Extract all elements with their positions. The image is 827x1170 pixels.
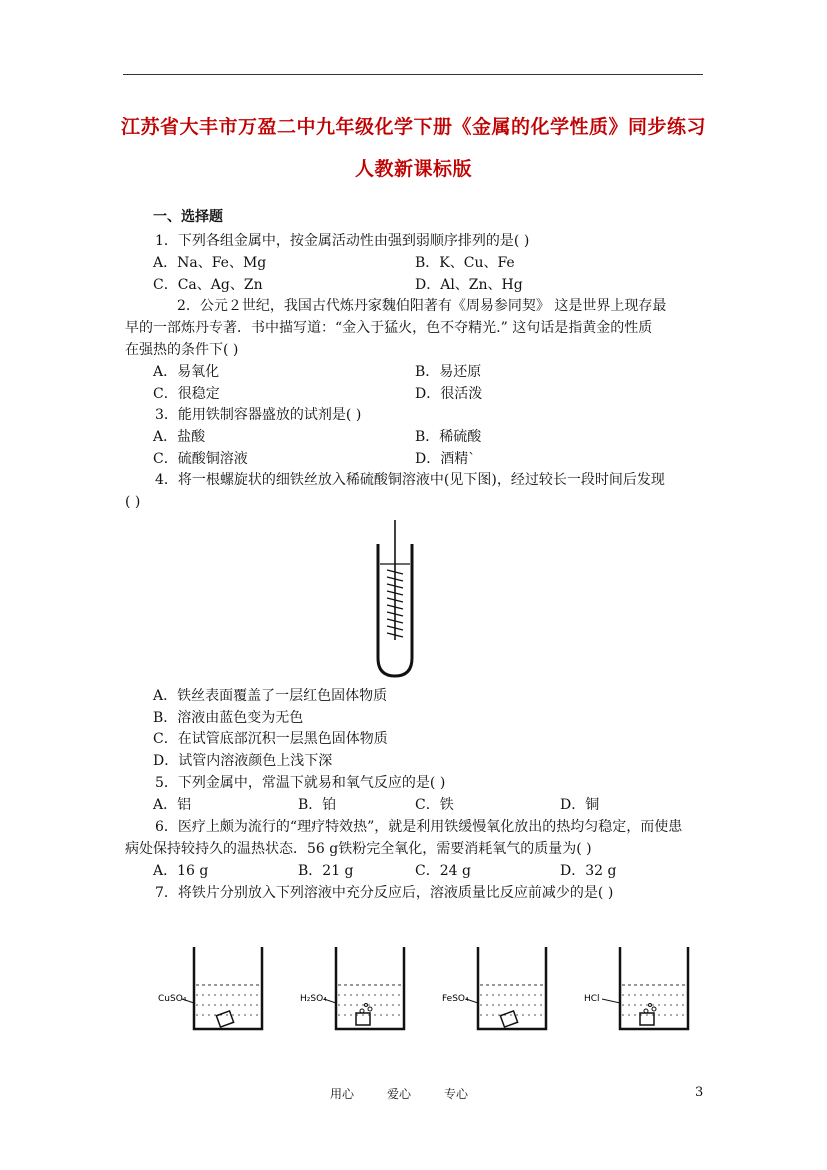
q3-option-a: A．盐酸	[153, 429, 206, 445]
document-title: 江苏省大丰市万盈二中九年级化学下册《金属的化学性质》同步练习	[120, 116, 706, 138]
q4-option-a: A．铁丝表面覆盖了一层红色固体物质	[153, 688, 388, 704]
header-rule	[123, 74, 703, 75]
q6-line1: 6．医疗上颇为流行的“理疗特效热”，就是利用铁缓慢氧化放出的热均匀稳定，而使患	[155, 819, 683, 835]
beaker-label-4: HCl	[584, 994, 600, 1004]
q2-line2: 早的一部炼丹专著．书中描写道：“金入于猛火，色不夺精光.” 这句话是指黄金的性质	[125, 320, 653, 336]
beaker-figure-2	[300, 945, 410, 1035]
q2-option-b: B．易还原	[415, 364, 482, 380]
q6-option-d: D．32 g	[560, 863, 617, 879]
q1-stem: 1．下列各组金属中，按金属活动性由强到弱顺序排列的是( )	[155, 233, 530, 249]
q5-option-b: B．铂	[298, 797, 337, 813]
q3-option-b: B．稀硫酸	[415, 429, 482, 445]
q2-option-d: D．很活泼	[415, 386, 483, 402]
beaker-figure-4	[584, 945, 694, 1035]
beaker-label-2: H₂SO₄	[300, 994, 327, 1004]
q6-option-a: A．16 g	[153, 863, 209, 879]
q1-option-b: B．K、Cu、Fe	[415, 255, 515, 271]
q3-option-d: D．酒精`	[415, 451, 476, 467]
beaker-label-1: CuSO₄	[158, 994, 187, 1004]
q1-option-a: A．Na、Fe、Mg	[153, 255, 267, 271]
q6-option-c: C．24 g	[415, 863, 471, 879]
section-heading: 一、选择题	[153, 209, 223, 225]
q5-option-d: D．铜	[560, 797, 600, 813]
document-subtitle: 人教新课标版	[354, 158, 472, 180]
q4-line2: ( )	[125, 494, 141, 510]
footer-item-2: 爱心	[387, 1087, 412, 1101]
q2-option-c: C．很稳定	[153, 386, 220, 402]
beaker-figure-3	[442, 945, 552, 1035]
q3-option-c: C．硫酸铜溶液	[153, 451, 248, 467]
q5-option-a: A．铝	[153, 797, 192, 813]
q2-line1: 2．公元２世纪，我国古代炼丹家魏伯阳著有《周易参同契》 这是世界上现存最	[177, 298, 667, 314]
q4-option-c: C．在试管底部沉积一层黑色固体物质	[153, 731, 388, 747]
q1-option-c: C．Ca、Ag、Zn	[153, 277, 263, 293]
footer-item-1: 用心	[330, 1087, 355, 1101]
q4-option-b: B．溶液由蓝色变为无色	[153, 710, 304, 726]
q2-option-a: A．易氧化	[153, 364, 220, 380]
q4-line1: 4．将一根螺旋状的细铁丝放入稀硫酸铜溶液中(见下图)，经过较长一段时间后发现	[155, 472, 665, 488]
q7-stem: 7．将铁片分别放入下列溶液中充分反应后，溶液质量比反应前减少的是( )	[155, 885, 614, 901]
beaker-figure-1	[158, 945, 268, 1035]
q1-option-d: D．Al、Zn、Hg	[415, 277, 523, 293]
beaker-label-3: FeSO₄	[442, 994, 469, 1004]
q6-line2: 病处保持较持久的温热状态．56 g铁粉完全氧化，需要消耗氧气的质量为( )	[125, 841, 592, 857]
q6-option-b: B．21 g	[298, 863, 354, 879]
q5-stem: 5．下列金属中，常温下就易和氧气反应的是( )	[155, 775, 446, 791]
q5-option-c: C．铁	[415, 797, 454, 813]
q2-line3: 在强热的条件下( )	[125, 342, 239, 358]
q4-option-d: D．试管内溶液颜色上浅下深	[153, 753, 333, 769]
q3-stem: 3．能用铁制容器盛放的试剂是( )	[155, 407, 362, 423]
page-number: 3	[695, 1085, 704, 1100]
footer-item-3: 专心	[444, 1087, 469, 1101]
test-tube-figure	[370, 520, 420, 680]
